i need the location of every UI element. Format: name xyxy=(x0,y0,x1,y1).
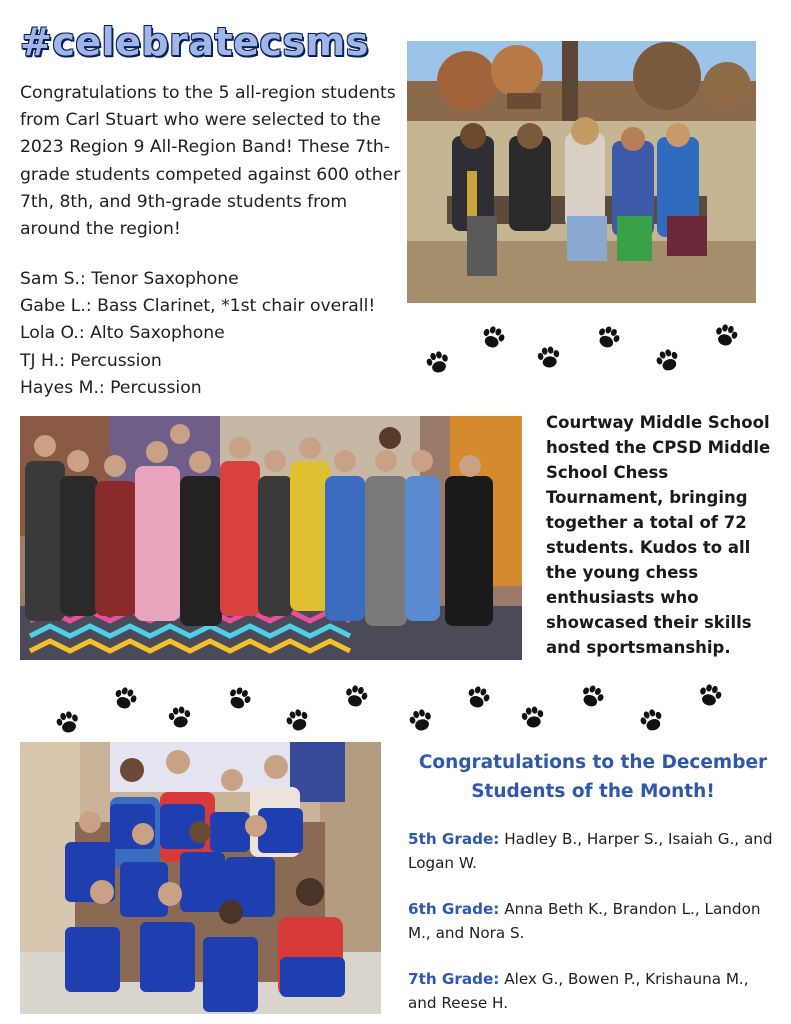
paw-print-icon xyxy=(343,684,369,710)
paw-print-icon xyxy=(697,683,723,709)
paw-print-icon xyxy=(536,345,562,371)
paw-print-icon xyxy=(465,685,491,711)
paw-print-icon xyxy=(713,323,739,349)
roster-item: Hayes M.: Percussion xyxy=(20,377,202,398)
paw-print-icon xyxy=(480,325,506,351)
chess-tournament-text: Courtway Middle School hosted the CPSD Middle School Chess Tournament, bringing together a total of 72 students. Kudos to all the young chess enthusiasts who showcased their skills and sportsmanship. xyxy=(546,413,771,657)
grade-label: 5th Grade: xyxy=(408,830,500,848)
roster-item: Gabe L.: Bass Clarinet, *1st chair overall! xyxy=(20,296,376,317)
band-announcement: Congratulations to the 5 all-region students from Carl Stuart who were selected to the 2023 Region 9 All-Region Band! These 7th-grade students competed against 600 other 7th, 8th, and 9th-grade students from around the region! xyxy=(20,83,401,240)
grade-6-honorees xyxy=(408,898,780,945)
paw-print-icon xyxy=(425,350,451,376)
grade-5-honorees xyxy=(408,828,780,875)
chess-tournament-photo xyxy=(20,416,522,660)
grade-names: Alex G., Bowen P., Krishauna M., and Reese H. xyxy=(408,970,749,1012)
roster-item: Lola O.: Alto Saxophone xyxy=(20,323,225,344)
students-of-month-heading xyxy=(410,748,776,806)
grade-label: 6th Grade: xyxy=(408,900,500,918)
paw-print-icon xyxy=(595,325,621,351)
paw-print-icon xyxy=(55,710,81,736)
band-roster xyxy=(20,266,405,402)
grade-names: Hadley B., Harper S., Isaiah G., and Logan W. xyxy=(408,830,773,872)
students-of-month-photo xyxy=(20,742,381,1014)
grade-names: Anna Beth K., Brandon L., Landon M., and Nora S. xyxy=(408,900,761,942)
roster-item: TJ H.: Percussion xyxy=(20,350,162,371)
page-title: #celebratecsms xyxy=(20,20,369,64)
band-students-photo xyxy=(407,41,756,303)
grade-label: 7th Grade: xyxy=(408,970,500,988)
paw-print-icon xyxy=(167,705,193,731)
heading-line: Students of the Month! xyxy=(471,781,715,802)
paw-print-icon xyxy=(112,686,138,712)
paw-print-icon xyxy=(579,684,605,710)
paw-print-icon xyxy=(520,705,546,731)
paw-print-icon xyxy=(639,708,665,734)
paw-print-icon xyxy=(226,686,252,712)
heading-line: Congratulations to the December xyxy=(418,752,768,773)
paw-print-icon xyxy=(408,708,434,734)
grade-7-honorees xyxy=(408,968,780,1015)
roster-item: Sam S.: Tenor Saxophone xyxy=(20,269,239,289)
paw-print-icon xyxy=(285,708,311,734)
paw-print-icon xyxy=(655,348,681,374)
